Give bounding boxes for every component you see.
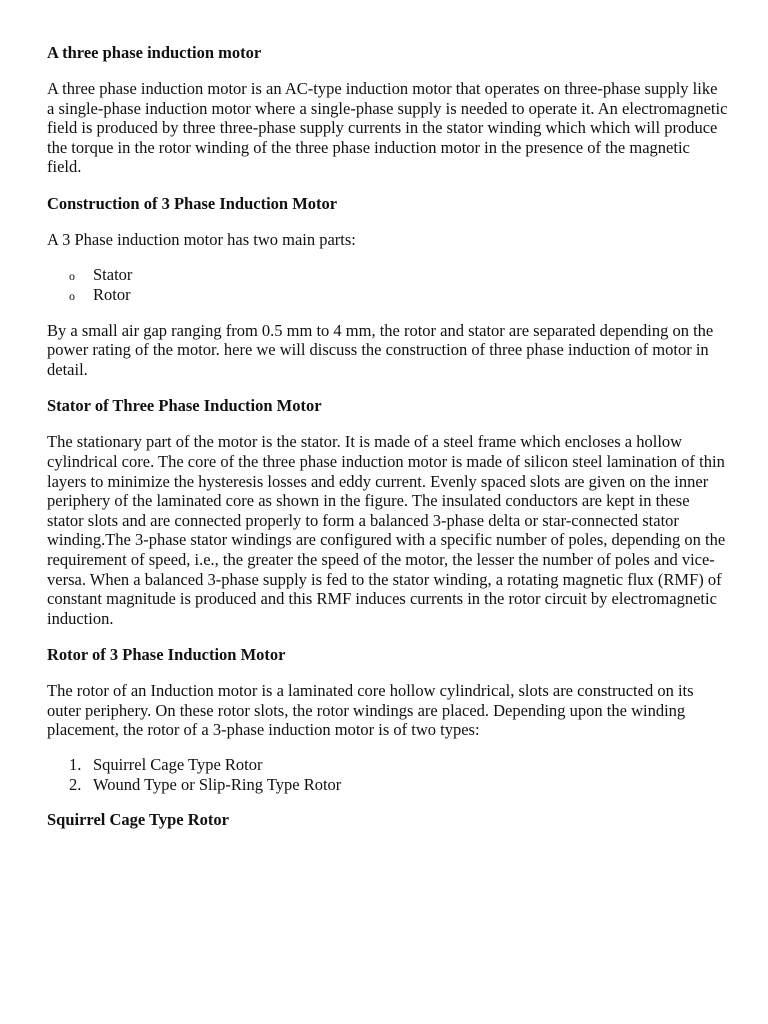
stator-paragraph: The stationary part of the motor is the stator. It is made of a steel frame which encloses a hollow cylindrical core. The core of the three phase induction motor is made of silicon steel lamination of thin layers to minimize the hysteresis losses and eddy current. Evenly spaced slots are given on the inner periphery of the laminated core as shown in the figure. The insulated conductors are kept in these stator slots and are connected properly to form a balanced 3-phase delta or star-connected stator winding.The 3-phase stator windings are configured with a specific number of poles, depending on the requirement of speed, i.e., the greater the speed of the motor, the lesser the number of poles and vice-versa. When a balanced 3-phase supply is fed to the stator winding, a rotating magnetic flux (RMF) of constant magnitude is produced and this RMF induces currents in the rotor circuit by electromagnetic induction.	[47, 432, 726, 628]
heading-three-phase-induction-motor: A three phase induction motor	[47, 43, 262, 62]
list-item-text: Rotor	[93, 284, 131, 304]
construction-paragraph: A 3 Phase induction motor has two main parts:	[47, 229, 356, 249]
bullet-marker: o	[69, 288, 75, 303]
list-item-text: Stator	[93, 264, 133, 284]
heading-squirrel-cage: Squirrel Cage Type Rotor	[47, 810, 229, 830]
rotor-paragraph: The rotor of an Induction motor is a laminated core hollow cylindrical, slots are constructed on its outer periphery. On these rotor slots, the rotor windings are placed. Depending upon the winding placement, the rotor of a 3-phase induction motor is of two types:	[47, 681, 694, 740]
list-item	[69, 755, 728, 775]
parts-list	[47, 265, 728, 305]
list-item	[69, 775, 728, 795]
list-number: 2.	[69, 774, 82, 794]
rotor-types-list	[47, 755, 728, 794]
bullet-marker: o	[69, 268, 75, 283]
list-item	[69, 265, 728, 285]
list-item-text: Squirrel Cage Type Rotor	[93, 755, 263, 775]
list-item	[69, 285, 728, 305]
heading-construction: Construction of 3 Phase Induction Motor	[47, 193, 338, 213]
list-item-text: Wound Type or Slip-Ring Type Rotor	[93, 774, 342, 794]
heading-rotor: Rotor of 3 Phase Induction Motor	[47, 645, 286, 665]
air-gap-paragraph: By a small air gap ranging from 0.5 mm to 4 mm, the rotor and stator are separated depending on the power rating of the motor. here we will discuss the construction of three phase induction of motor in detail.	[47, 320, 714, 379]
intro-paragraph: A three phase induction motor is an AC-type induction motor that operates on three-phase supply like a single-phase induction motor where a single-phase supply is needed to operate it. An electromagnetic field is produced by three three-phase supply currents in the stator winding which which will produce the torque in the rotor winding of the three phase induction motor in the presence of the magnetic field.	[47, 79, 728, 177]
list-number: 1.	[69, 755, 82, 775]
heading-stator: Stator of Three Phase Induction Motor	[47, 396, 322, 416]
